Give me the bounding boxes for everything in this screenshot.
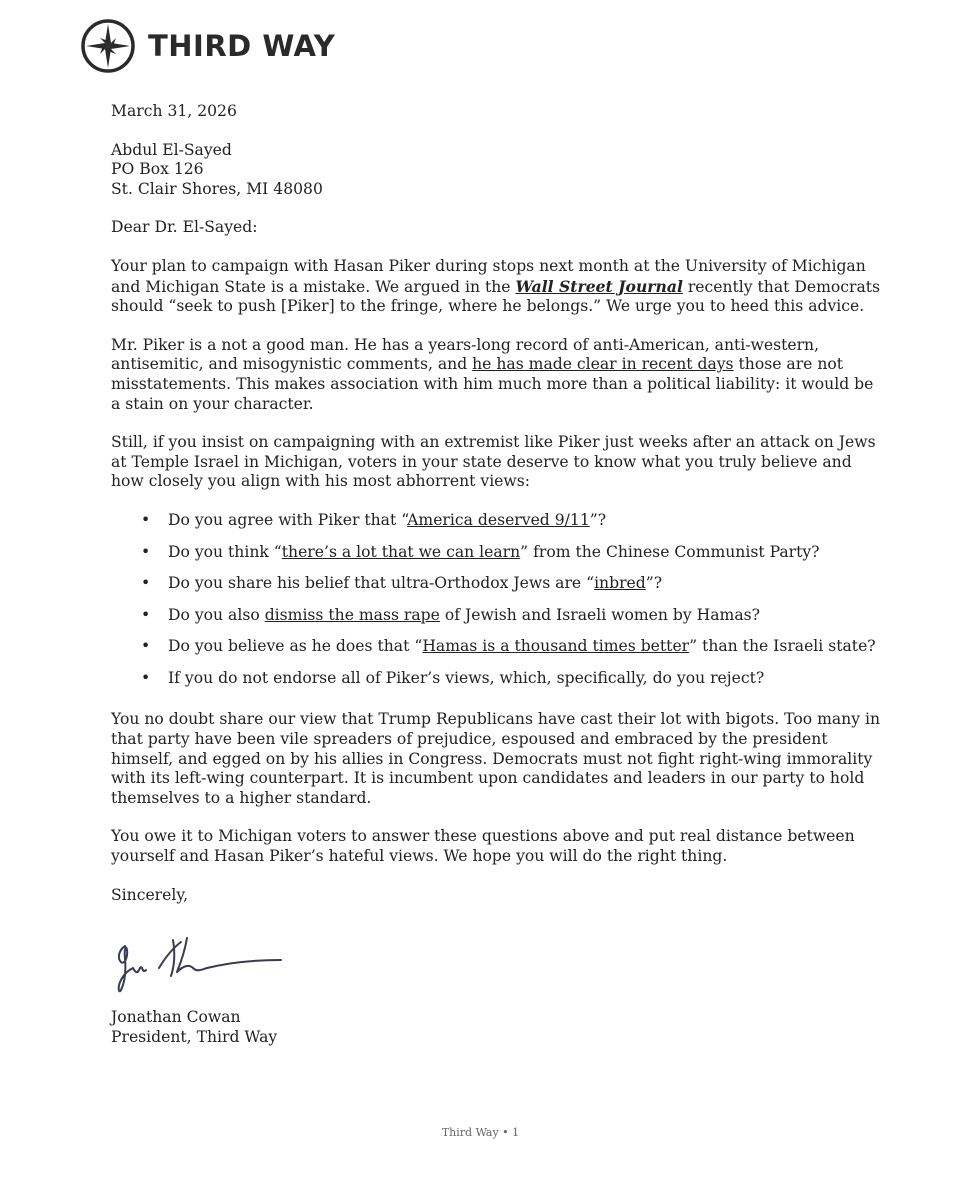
signer-title: President, Third Way [111,1027,278,1046]
letterhead [80,18,335,74]
paragraph-1-text-a: Your plan to campaign with Hasan Piker during stops next month at the University of Michigan and Michigan State is a mistake. We argued in the [111,256,866,296]
question-link[interactable]: there’s a lot that we can learn [281,542,521,561]
recipient-name: Abdul El-Sayed [111,140,232,159]
question-link[interactable]: Hamas is a thousand times better [422,637,690,656]
letter-body [111,102,881,1066]
signer-name: Jonathan Cowan [111,1008,241,1027]
letter-date: March 31, 2026 [111,102,237,120]
list-item [111,606,881,626]
paragraph-4: You no doubt share our view that Trump Republicans have cast their lot with bigots. Too many in that party have been vile spreaders of prejudice, espoused and embraced by the president himself, and egged on by his allies in Congress. Democrats must not fight right-wing immorality with its left-wing counterpart. It is incumbent upon candidates and leaders in our party to hold themselves to a higher standard. [111,710,881,807]
signer-block [111,1008,881,1047]
paragraph-2-text-a: Mr. Piker is a not a good man. He has a years-long record of anti-American, anti-western, antisemitic, and misogynistic comments, and [111,335,820,374]
list-item [111,543,881,563]
paragraph-2 [111,336,881,414]
question-text: Do you share his belief that ultra-Orthodox Jews are “ [168,574,595,593]
paragraph-3: Still, if you insist on campaigning with an extremist like Piker just weeks after an attack on Jews at Temple Israel in Michigan, voters in your state deserve to know what you truly believe and how closely you align with his most abhorrent views: [111,433,876,491]
closing: Sincerely, [111,885,189,904]
page-footer: Third Way • 1 [441,1126,520,1139]
question-text: ” than the Israeli state? [689,637,876,656]
question-text: ”? [645,574,663,593]
signature-icon [111,924,291,996]
paragraph-5: You owe it to Michigan voters to answer these questions above and put real distance between yourself and Hasan Piker’s hateful views. We hope you will do the right thing. [111,827,855,866]
recipient-address [111,141,881,200]
paragraph-2-text-b: those are not misstatements. This makes association with him much more than a political liability: it would be a stain on your character. [111,355,874,413]
question-text: ”? [589,510,607,529]
list-item [111,511,881,531]
recipient-address-line1: PO Box 126 [111,160,204,179]
salutation: Dear Dr. El-Sayed: [111,218,258,237]
org-name: THIRD WAY [148,29,336,63]
question-text: If you do not endorse all of Piker’s views, which, specifically, do you reject? [168,668,765,687]
question-link[interactable]: America deserved 9/11 [407,510,590,529]
question-text: Do you think “ [168,542,282,561]
paragraph-1-text-b: recently that Democrats should “seek to push [Piker] to the fringe, where he belongs.” We urge you to heed this advice. [111,277,881,316]
wsj-link[interactable]: Wall Street Journal [515,276,683,296]
recent-days-link[interactable]: he has made clear in recent days [472,355,734,374]
list-item [111,637,881,657]
list-item [111,574,881,594]
recipient-address-line2: St. Clair Shores, MI 48080 [111,179,323,198]
list-item [111,669,881,689]
question-text: Do you believe as he does that “ [168,637,423,656]
question-list [111,511,881,689]
question-text: Do you also [168,605,265,624]
question-text: Do you agree with Piker that “ [168,510,408,529]
question-link[interactable]: dismiss the mass rape [264,605,440,624]
compass-star-icon [80,18,136,74]
question-text: ” from the Chinese Communist Party? [520,542,820,561]
question-text: of Jewish and Israeli women by Hamas? [439,605,760,624]
question-link[interactable]: inbred [594,574,646,593]
paragraph-1 [111,257,881,317]
